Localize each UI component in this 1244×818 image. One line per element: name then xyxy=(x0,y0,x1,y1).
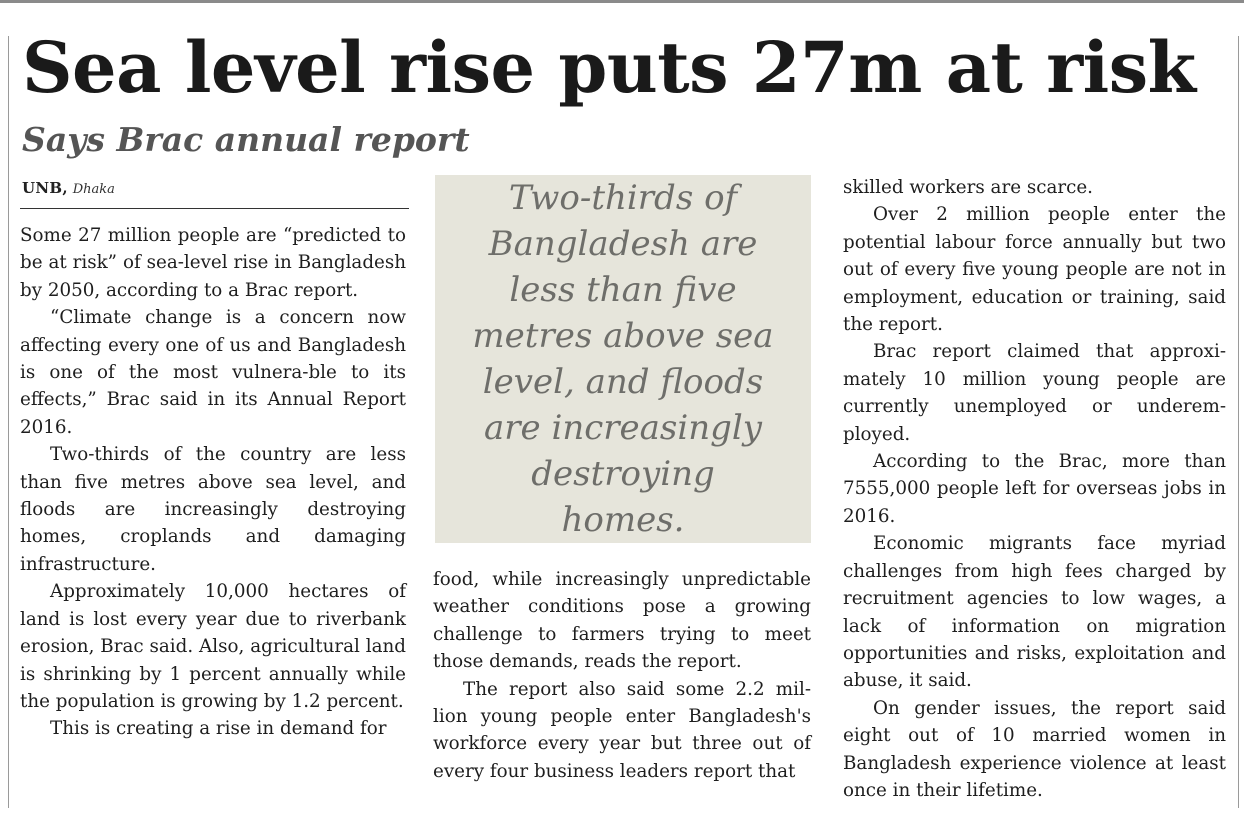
paragraph: Two-thirds of the country are less than five metres above sea level, and floods are increasingly destroying homes, croplands and damaging infrastructure. xyxy=(20,444,406,575)
byline xyxy=(22,178,115,200)
byline-agency: UNB, xyxy=(22,179,68,197)
paragraph: The report also said some 2.2 mil-lion young people enter Bangladesh's workforce every year but three out of every four business leaders report that xyxy=(433,678,811,782)
paragraph: Brac report claimed that approxi-mately 10 million young people are currently unemployed or underem-ployed. xyxy=(843,341,1226,445)
paragraph: Some 27 million people are “predicted to be at risk” of sea-level rise in Bangladesh by 2050, according to a Brac report. xyxy=(20,225,406,301)
paragraph: “Climate change is a concern now affecting every one of us and Bangladesh is one of the most vulnera-ble to its effects,” Brac said in its Annual Report 2016. xyxy=(20,307,406,438)
paragraph: food, while increasingly unpredictable weather conditions pose a growing challenge to farmers trying to meet those demands, reads the report. xyxy=(433,569,811,673)
paragraph: Over 2 million people enter the potential labour force annually but two out of every five young people are not in employment, education or training, said the report. xyxy=(843,204,1226,336)
pull-quote-box xyxy=(435,175,811,543)
byline-location: Dhaka xyxy=(72,182,115,197)
paragraph: Approximately 10,000 hectares of land is lost every year due to riverbank erosion, Brac said. Also, agricultural land is shrinking by 1 percent annually while the population is growing by 1.2 percent. xyxy=(20,581,406,712)
paragraph: This is creating a rise in demand for xyxy=(50,718,387,740)
top-border-rule xyxy=(0,0,1244,3)
article-column-2 xyxy=(433,566,811,785)
article-column-1 xyxy=(20,222,406,743)
pull-quote-text: Two-thirds of Bangladesh are less than five metres above sea level, and floods are increasingly destroying homes. xyxy=(472,178,774,540)
paragraph: According to the Brac, more than 7555,000 people left for overseas jobs in 2016. xyxy=(843,451,1226,527)
subheadline: Says Brac annual report xyxy=(22,120,470,159)
byline-divider xyxy=(20,208,409,209)
headline: Sea level rise puts 27m at risk xyxy=(22,26,1196,109)
left-border-rule xyxy=(8,36,9,808)
paragraph: Economic migrants face myriad challenges from high fees charged by recruitment agencies to low wages, a lack of information on migration opportunities and risks, exploitation and abuse, it said. xyxy=(843,533,1226,692)
paragraph: On gender issues, the report said eight out of 10 married women in Bangladesh experience violence at least once in their lifetime. xyxy=(843,697,1226,801)
paragraph: skilled workers are scarce. xyxy=(843,177,1093,198)
article-column-3 xyxy=(843,174,1226,804)
right-border-rule xyxy=(1238,36,1239,808)
